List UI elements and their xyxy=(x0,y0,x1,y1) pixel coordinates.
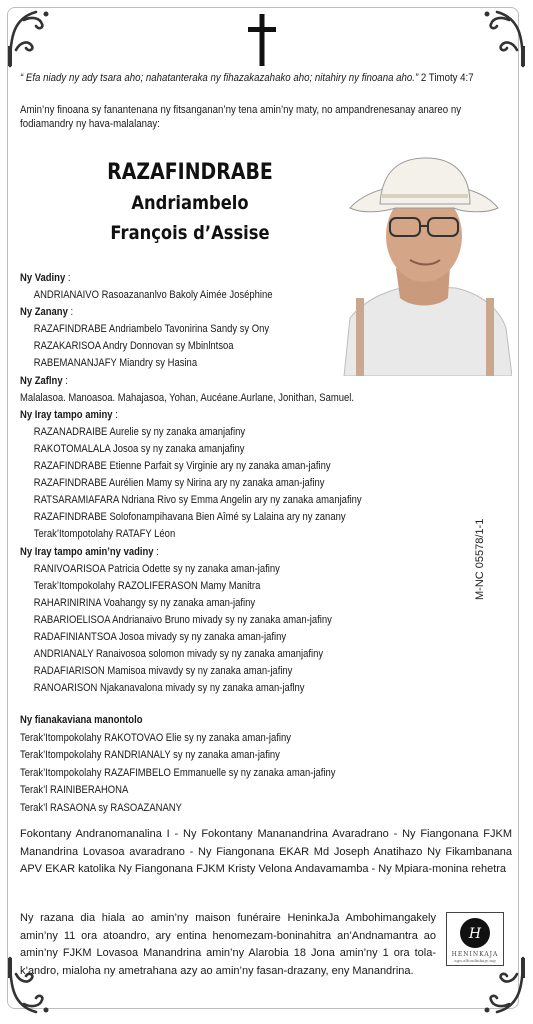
deceased-given-name: Andriambelo xyxy=(131,192,249,214)
family-member: RAHARINIRINA Voahangy sy ny zanaka aman-jafiny xyxy=(33,596,256,609)
family-member: Malalasoa. Manoasoa. Mahajasoa, Yohan, Aucéane.Aurlane, Jonithan, Samuel. xyxy=(20,391,354,404)
family-member: RABEMANANJAFY Miandry sy Hasina xyxy=(33,357,198,370)
deceased-saint-name: François d’Assise xyxy=(110,222,270,244)
extended-family-member: Terak’l RASAONA sy RASOAZANANY xyxy=(20,801,182,814)
family-group-heading: Ny Vadiny : xyxy=(20,272,71,284)
extended-family-heading: Ny fianakaviana manontolo xyxy=(20,714,143,726)
extended-family-member: Terak’Itompokolahy RANDRIANALY sy ny zanaka aman-jafiny xyxy=(20,749,280,761)
family-group-heading-text: Ny Zanany xyxy=(20,306,68,319)
family-member: RADAFINIANTSOA Josoa mivady sy ny zanaka aman-jafiny xyxy=(33,630,287,643)
quote-reference: 2 Timoty 4:7 xyxy=(420,72,474,84)
family-member: RABARIOELISOA Andrianaivo Bruno mivady sy ny zanaka aman-jafiny xyxy=(33,613,332,626)
logo-text: HENINKAJA xyxy=(451,951,499,958)
family-member: Terak’Itompokolahy RAZOLIFERASON Mamy Manitra xyxy=(33,579,261,592)
family-member: RANOARISON Njakanavalona mivady sy ny zanaka aman-jaflny xyxy=(33,682,305,695)
deceased-surname: RAZAFINDRABE xyxy=(107,160,273,185)
family-list xyxy=(20,270,502,697)
extended-family xyxy=(20,712,502,817)
family-member: ANDRIANAIVO Rasoazananlvo Bakoly Aimée Joséphine xyxy=(33,289,273,302)
family-member: RAZAKARISOA Andry Donnovan sy Mbinlntsoa xyxy=(33,340,234,353)
family-group-heading: Ny Zanany : xyxy=(20,306,74,319)
reference-code: M-NC 05578/1-1 xyxy=(474,518,486,600)
cross-icon xyxy=(247,14,277,66)
bible-quote xyxy=(20,72,508,86)
family-group-heading: Ny Iray tampo amin’ny vadiny : xyxy=(20,545,159,558)
family-member: RAKOTOMALALA Josoa sy ny zanaka amanjafiny xyxy=(33,442,245,455)
family-member: RAZAFINDRABE Andriambelo Tavonirina Sandy sy Ony xyxy=(33,323,270,336)
funeral-home-logo xyxy=(446,912,504,966)
extended-family-member: Terak’Itompokolahy RAZAFIMBELO Emmanuelle sy ny zanaka aman-jafiny xyxy=(20,766,336,779)
family-group-heading-text: Ny Iray tampo amin’ny vadiny xyxy=(20,545,154,558)
family-member: RANIVOARISOA Patricia Odette sy ny zanaka aman-jafiny xyxy=(33,562,280,575)
family-group-heading: Ny Zaflny : xyxy=(20,374,68,387)
svg-text:H: H xyxy=(468,926,482,942)
family-group-heading: Ny Iray tampo aminy : xyxy=(20,408,118,421)
family-member: RAZAFINDRABE Etienne Parfait sy Virginie ary ny zanaka aman-jafiny xyxy=(33,460,331,473)
extended-family-member: Terak’l RAINIBERAHONA xyxy=(20,784,129,796)
family-member: RADAFIARISON Mamisoa mivavdy sy ny zanaka aman-jafiny xyxy=(33,665,293,678)
community-acknowledgements: Fokontany Andranomanalina I - Ny Fokontany Mananandrina Avaradrano - Ny Fiangonana FJKM Manandrina Lovasoa avaradrano - Ny Fiangonana EKAR Md Joseph Anatihazo Ny Fikambanana APV EKAR katolika Ny Fiangonana FJKM Kristy Velona Andavamamba - Ny Mpiara-monina rehetra xyxy=(20,828,512,875)
family-member: ANDRIANALY Ranaivosoa solomon mivady sy ny zanaka amanjafiny xyxy=(33,648,324,661)
family-member: RAZAFINDRABE Aurélien Mamy sy Nirina ary ny zanaka aman-jafiny xyxy=(33,477,325,490)
family-member: RATSARAMIAFARA Ndriana Rivo sy Emma Angelin ary ny zanaka amanjafiny xyxy=(33,494,362,507)
corner-ornament-top-right xyxy=(463,6,527,70)
intro-text: Amin’ny finoana sy fanantenana ny fitsanganan’ny tena amin’ny maty, no ampandrenesanay anareo ny fodiamandry ny hava-malalanay: xyxy=(20,104,462,130)
logo-subtext: agn.alfoudinkaje.mg xyxy=(454,958,496,963)
extended-family-member: Terak’Itompokolahy RAKOTOVAO Elie sy ny zanaka aman-jafiny xyxy=(20,731,291,744)
family-member: Terak’Itompotolahy RATAFY Léon xyxy=(33,528,176,541)
funeral-details: Ny razana dia hiala ao amin’ny maison funéraire HeninkaJa Ambohimangakely amin’ny 11 ora atoandro, ary entina henomezam-boninahitra an’Andnamantra ao amin’ny FJKM Lovasoa Manandrina amin’ny Alarobia 18 Jona amin’ny 1 ora tola-k’andro, mialoha ny ametrahana azy ao amin’ny fasan-drazany, eny Manandrina. xyxy=(20,912,436,977)
family-group-heading-text: Ny Vadiny xyxy=(20,272,66,284)
family-member: RAZANADRAIBE Aurelie sy ny zanaka amanjafiny xyxy=(33,425,246,438)
family-member: RAZAFINDRABE Solofonampihavana Bien Aîmé sy Lalaina ary ny zanany xyxy=(33,511,346,524)
quote-text: “ Efa niady ny ady tsara aho; nahatanteraka ny fihazakazahako aho; nitahiry ny finoana aho.” xyxy=(20,72,419,84)
corner-ornament-top-left xyxy=(6,6,70,70)
family-group-heading-text: Ny Iray tampo aminy xyxy=(20,408,113,421)
family-group-heading-text: Ny Zaflny xyxy=(20,374,63,387)
logo-mark-icon xyxy=(459,917,491,949)
